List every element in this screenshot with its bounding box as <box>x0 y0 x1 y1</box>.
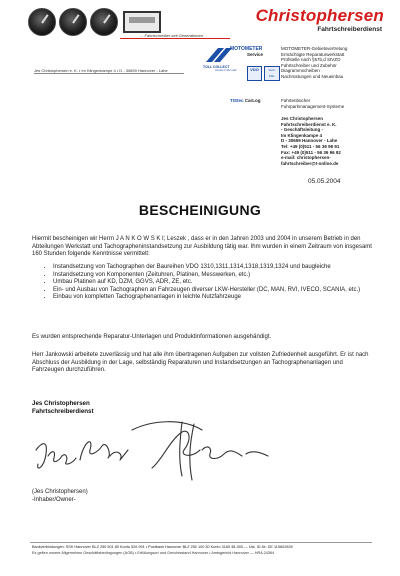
company-slogan: ... Fahrtschreiber seit Generationen <box>140 33 203 38</box>
vdo-partner-badge-label: Vertr. Part. <box>268 68 276 78</box>
motometer-line: Fahrtschreiber und Zubehör <box>281 62 337 68</box>
vdo-badge-label: VDO <box>250 67 259 72</box>
address-line: D - 30659 Hannover - Lahe <box>281 138 338 144</box>
motometer-line: Nachrüstungen und Neueinbau <box>281 73 344 79</box>
vdo-badge-icon <box>247 66 262 81</box>
signatory-name: (Jes Christophersen) <box>32 489 88 495</box>
handwritten-signature-icon <box>32 407 292 488</box>
header-gauges-image <box>28 8 161 36</box>
signature-company-line: Fahrtschreiberdienst <box>32 407 94 415</box>
speedometer-icon <box>90 8 118 36</box>
list-item: • Umbau Platinen auf KD, DZM, GGVS, ADR, ZE, etc. <box>53 279 377 287</box>
footer-divider <box>30 542 372 543</box>
speedometer-icon <box>59 8 87 36</box>
signature-company-line: Jes Christophersen <box>32 400 90 407</box>
motometer-line: Prüfstelle nach §57b,d StVZO <box>281 57 341 63</box>
motometer-line: MOTOMETER-Gebietsvertretung <box>281 46 348 51</box>
footer-terms: Es gelten unsere Allgemeinen Geschäftsbedingungen (AGB) • Erfüllungsort und Gerichtsstand Hannover • Amtsgericht Hannover — HRA 24364 <box>32 551 275 555</box>
motometer-service-label: Service <box>247 52 264 57</box>
address-line: Jes Christophersen <box>281 116 324 121</box>
address-line: fahrtschreiber@t-online.de <box>281 160 339 166</box>
skills-list <box>44 264 377 302</box>
address-line: Fahrtschreiberdienst e. K. <box>281 121 337 127</box>
address-line: Fax: +49 (0)511 - 56 36 96 92 <box>281 149 341 155</box>
signatory <box>32 489 88 504</box>
signatory-role: -Inhaber/Owner- <box>32 496 76 503</box>
footer-bank-details: Bankverbindungen: SSK Hannover BLZ 250 501 80 Konto 526 991 • Postbank Hannover BLZ 250 100 30 Konto 3160 48-300 — Ust. ID-Nr. DE 115602839 <box>32 545 293 549</box>
evaluation-paragraph: Herr Jankowski arbeitete zuverlässig und hat alle ihm übertragenen Aufgaben zur vollsten Zufriedenheit ausgeführt. Er ist nach Abschluss der Ausbildung in der Lage, selbständig Reparaturen und Instandsetzungen an Tachographenanlagen und Fahrzeugen durchzuführen. <box>32 352 369 373</box>
address-line: Im Klingenkampe 4 <box>281 132 323 138</box>
tistec-brand-name: TIStec <box>230 98 244 103</box>
motometer-line: Ermächtigte Reparaturwerkstatt <box>281 51 345 57</box>
documents-paragraph: Es wurden entsprechende Reparatur-Unterlagen und Produktinformationen ausgehändigt. <box>32 334 272 340</box>
tistec-line: Fahrtenbücher <box>281 98 311 103</box>
company-address-block <box>281 116 341 166</box>
document-date: 05.05.2004 <box>308 178 341 185</box>
motometer-services-list <box>281 46 347 80</box>
company-logo-text: Christophersen <box>255 6 384 25</box>
motometer-line: Diagrammscheiben <box>281 68 320 74</box>
toll-collect-name: TOLL COLLECT <box>203 65 230 69</box>
list-item: • Einbau von kompletten Tachographenanlagen in leichte Nutzfahrzeuge <box>53 294 377 302</box>
tistec-services-list <box>281 98 344 109</box>
list-item: • Instandsetzung von Komponenten (Zeituhren, Platinen, Messwerken, etc.) <box>53 272 377 280</box>
vdo-partner-badge-icon <box>264 66 280 81</box>
tistec-brand <box>230 98 261 103</box>
company-subtitle: Fahrtschreiberdienst <box>317 26 382 33</box>
address-line: - Geschäftsleitung - <box>281 127 324 133</box>
motometer-brand: MOTOMETER <box>230 46 263 52</box>
speedometer-icon <box>28 8 56 36</box>
list-item: • Instandsetzung von Tachographen der Baureihen VDO 1310,1311,1314,1318,1319,1324 und baugleiche <box>53 264 377 272</box>
toll-collect-tagline: service on the road <box>215 69 237 72</box>
intro-paragraph: Hiermit bescheinigen wir Herrn J A N K O W S K I; Leszek , dass er in den Jahren 2003 und 2004 in unserem Betrieb in den Abteilungen Werkstatt und Tachographeninstandsetzung zur Ausbildung tätig war. Ihm wurden in einem Zeitraum von insgesamt 160 Stunden folgende Kenntnisse vermittelt: <box>32 236 372 257</box>
address-line: e-mail: christophersen- <box>281 155 331 161</box>
tachograph-device-icon <box>123 11 161 33</box>
list-item: • Ein- und Ausbau von Tachographen an Fahrzeugen diverser LKW-Hersteller (DC, MAN, RVI, IVECO, SCANIA, etc.) <box>53 287 377 295</box>
tistec-line: Fuhrparkmanagement-Systeme <box>281 103 345 109</box>
sender-address-line: Jes Christophersen e. K. • Im Klingenkampe 4 • D - 30659 Hannover - Lahe <box>34 68 168 73</box>
sender-underline <box>34 73 184 74</box>
address-line: Tel: +49 (0)511 - 56 36 96 91 <box>281 143 340 149</box>
tistec-product: CarLog <box>244 98 261 103</box>
document-title: BESCHEINIGUNG <box>138 202 262 218</box>
header-divider <box>120 38 230 39</box>
